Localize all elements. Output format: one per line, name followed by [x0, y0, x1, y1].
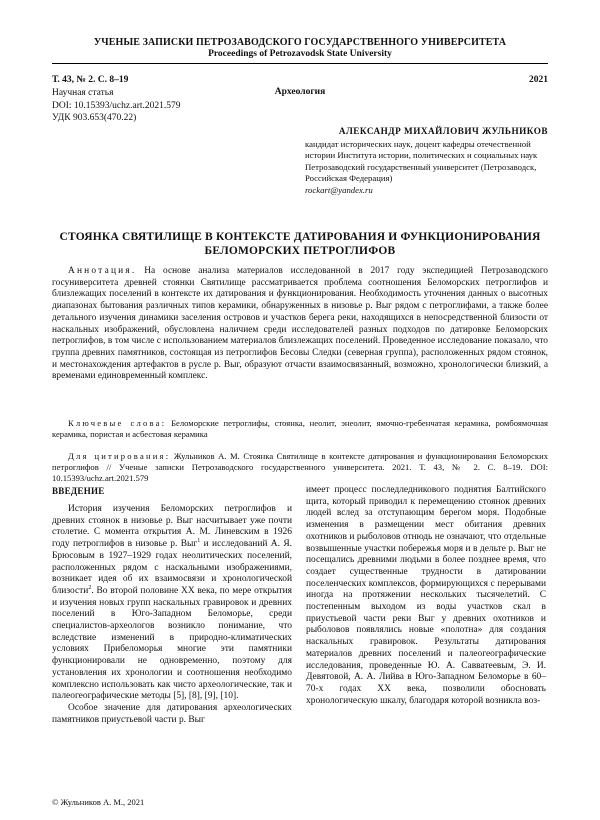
article-type: Научная статья — [52, 88, 114, 98]
article-title: СТОЯНКА СВЯТИЛИЩЕ В КОНТЕКСТЕ ДАТИРОВАНИЯ И ФУНКЦИОНИРОВАНИЯ БЕЛОМОРСКИХ ПЕТРОГЛИФОВ — [59, 231, 541, 257]
author-email[interactable]: rockart@yandex.ru — [305, 184, 373, 195]
journal-title-en: Proceedings of Petrozavodsk State University — [208, 49, 392, 59]
rubric: Археология — [274, 87, 326, 97]
publication-year: 2021 — [529, 75, 548, 85]
citation — [52, 451, 548, 484]
journal-title-ru: УЧЕНЫЕ ЗАПИСКИ ПЕТРОЗАВОДСКОГО ГОСУДАРСТВЕННОГО УНИВЕРСИТЕТА — [93, 37, 507, 48]
citation-text: Жульников А. М. Стоянка Святилище в контексте датирования и функционирования Беломорских петроглифов // Ученые записки Петрозаводского государственного университета. 2021. Т. 43, № 2. С. 8–19. DOI: 10.15393/uchz.art.2021.579 — [52, 451, 548, 483]
author-degree: кандидат исторических наук, доцент кафедры отечественной истории Института истории, политических и социальных наук — [305, 139, 538, 161]
body-paragraph: История изучения Беломорских петроглифов и древних стоянок в низовье р. Выг насчитывает уже почти столетие. С момента открытия А. М. Линевским в 1926 году петроглифов в низовье р. Выг$^1$ и исследований А. Я. Брюсовым в 1927–1929 годах неолитических поселений, расположенных рядом с наскальными изображениями, возникает идея об их взаимосвязи и хронологической близости$^2$. Во второй половине XX века, по мере открытия и изучения новых групп наскальных гравировок и древних поселений в Юго-Западном Беломорье, среди специалистов-археологов возникло понимание, что вследствие изменений в природно-климатических условиях Прибеломорья многие эти памятники функционировали не одновременно, поэтому для установления их хронологии и соотношения необходимо комплексно использовать как чисто археологические, так и палеогеографические методы [5], [8], [9], [10]. — [52, 504, 293, 702]
udc: УДК 903.653(470.22) — [52, 113, 137, 124]
body-column-right — [306, 485, 546, 707]
abstract — [52, 266, 548, 383]
keywords-label: Ключевые слова: — [68, 418, 167, 428]
abstract-text: На основе анализа материалов исследованной в 2017 году экспедицией Петрозаводского госуниверситета древней стоянки Святилище рассматривается проблема соотношения Беломорских петроглифов и близлежащих поселений в контексте их датирования и функционирования. Необходимость уточнения данных о высотных диапазонах бытования различных типов керамики, обнаруженных в низовье р. Выг рядом с петроглифами, а также более детального изучения динамики заселения островов и участков берега реки, находящихся в непосредственной близости от наскальных изображений, обусловлена наличием среди исследователей разных подходов по датировке Беломорских петроглифов, в том числе с использованием материалов близлежащих поселений. Проведенное исследование показало, что группа древних памятников, состоящая из петроглифов Бесовы Следки (северная группа), расположенных рядом стоянок, и местонахождения артефактов в русле р. Выг, образуют отчасти взаимосвязанный, возможно, хронологически близкий, а временами единовременный комплекс. — [52, 266, 548, 382]
body-column-left — [52, 504, 292, 726]
author-name: АЛЕКСАНДР МИХАЙЛОВИЧ ЖУЛЬНИКОВ — [338, 126, 548, 136]
footnote-ref[interactable]: 2 — [88, 584, 92, 591]
author-affiliation: Петрозаводский государственный университет (Петрозаводск, Российская Федерация) — [305, 161, 537, 184]
copyright: © Жульников А. М., 2021 — [52, 797, 145, 807]
body-paragraph: Особое значение для датирования археологических памятников приустьевой части р. Выг — [52, 702, 292, 725]
keywords-text: Беломорские петроглифы, стоянка, неолит, энеолит, ямочно-гребенчатая керамика, ромбоямочная керамика, пористая и асбестовая керамика — [52, 418, 549, 439]
section-heading: ВВЕДЕНИЕ — [52, 486, 105, 496]
author-info — [305, 139, 548, 196]
header-divider — [52, 63, 548, 64]
body-paragraph: имеет процесс последледникового поднятия Балтийского щита, который приводил к перемещению стоянок древних людей вслед за отступающим берегом моря. Подобные изменения в размещении мест обитания древних охотников и рыболовов отнюдь не означают, что отдельные возвышенные участки побережья моря и в дельте р. Выг не посещались древними людьми в более позднее время, что создает существенные трудности в датировании поселенческих комплексов, формирующихся с перерывами иногда на протяжении нескольких тысячелетий. С постепенным выходом из воды участков скал в приустьевой части реки Выг у древних охотников и рыболовов появлялись новые «полотна» для создания наскальных гравировок. Результаты датирования материалов древних поселений и палеогеографические исследования, проведенные Ю. А. Савватеевым, Э. И. Девятовой, А. А. Лийва в Юго-Западном Беломорье в 60–70-х годах XX века, позволили обосновать хронологическую шкалу, благодаря которой возникла воз- — [306, 485, 546, 706]
keywords — [52, 418, 548, 440]
volume-pages: Т. 43, № 2. С. 8–19 — [52, 75, 129, 85]
doi: DOI: 10.15393/uchz.art.2021.579 — [52, 100, 181, 111]
citation-label: Для цитирования: — [68, 451, 171, 461]
footnote-ref[interactable]: 1 — [197, 537, 201, 544]
abstract-label: Аннотация. — [68, 266, 137, 276]
